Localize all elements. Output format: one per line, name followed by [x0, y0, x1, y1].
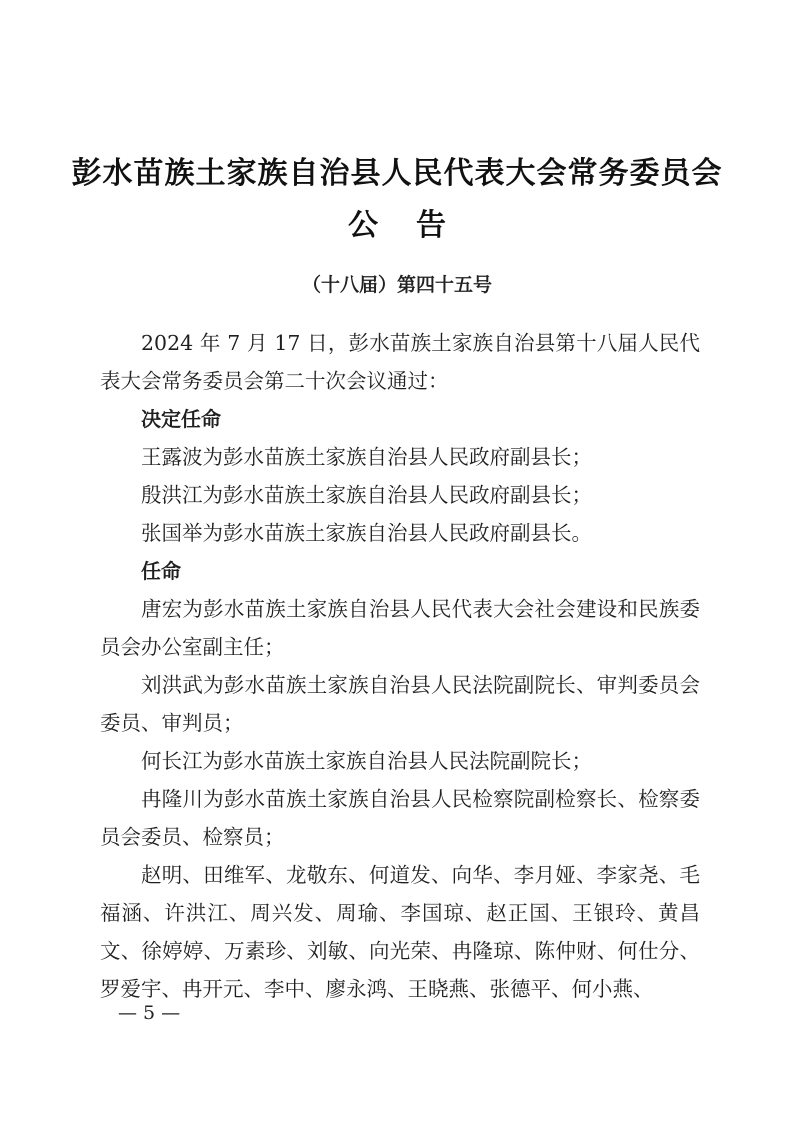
page-number: — 5 —: [118, 1002, 181, 1024]
intro-paragraph: 2024 年 7 月 17 日，彭水苗族土家族自治县第十八届人民代表大会常务委员会第二十次会议通过：: [100, 331, 700, 393]
decide-item: 张国举为彭水苗族土家族自治县人民政府副县长。: [141, 521, 592, 545]
section-heading-decide-appoint: 决定任命: [141, 407, 221, 431]
document-body: [100, 324, 700, 1008]
decide-item: 殷洪江为彭水苗族土家族自治县人民政府副县长；: [141, 483, 592, 507]
decide-item: 王露波为彭水苗族土家族自治县人民政府副县长；: [141, 445, 592, 469]
appoint-item: 何长江为彭水苗族土家族自治县人民法院副院长；: [141, 749, 592, 773]
appoint-item: 赵明、田维军、龙敬东、何道发、向华、李月娅、李家尧、毛福涵、许洪江、周兴发、周瑜、李国琼、赵正国、王银玲、黄昌文、徐婷婷、万素珍、刘敏、向光荣、冉隆琼、陈仲财、何仕分、罗爱宇、冉开元、李中、廖永鸿、王晓燕、张德平、何小燕、: [100, 863, 700, 1001]
appoint-item: 唐宏为彭水苗族土家族自治县人民代表大会社会建设和民族委员会办公室副主任；: [100, 597, 700, 659]
document-subtitle: 公告: [348, 208, 484, 243]
document-title: 彭水苗族土家族自治县人民代表大会常务委员会: [71, 156, 723, 191]
appoint-item: 冉隆川为彭水苗族土家族自治县人民检察院副检察长、检察委员会委员、检察员；: [100, 787, 700, 849]
appoint-item: 刘洪武为彭水苗族土家族自治县人民法院副院长、审判委员会委员、审判员；: [100, 673, 700, 735]
session-number: （十八届）第四十五号: [301, 274, 492, 296]
section-heading-appoint: 任命: [141, 559, 181, 583]
